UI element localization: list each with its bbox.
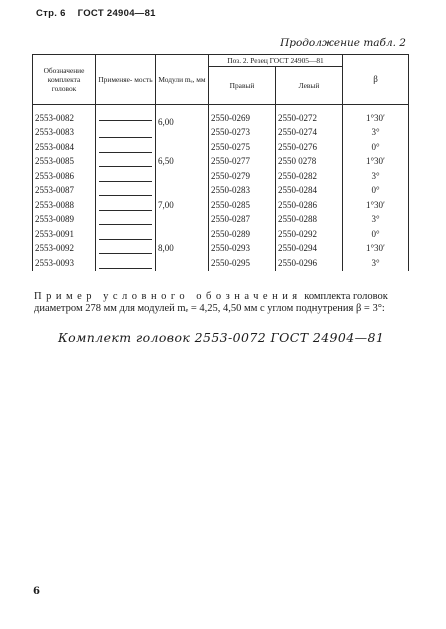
row-beta: 1°30′: [343, 242, 409, 257]
row-application: [96, 105, 156, 126]
row-application: [96, 198, 156, 213]
header-right: Правый: [209, 67, 276, 105]
page-header: [36, 8, 165, 19]
row-beta: 0°: [343, 140, 409, 155]
row-left: 2550-0286: [276, 198, 343, 213]
table-row: [33, 184, 409, 199]
row-code: 2553-0084: [33, 140, 96, 155]
row-application: [96, 227, 156, 242]
row-beta: 0°: [343, 184, 409, 199]
header-code: Обозначение комплекта головок: [33, 55, 96, 105]
designation-example: Комплект головок 2553-0072 ГОСТ 24904—81: [58, 330, 385, 345]
table-row: [33, 155, 409, 170]
row-right: 2550-0279: [209, 169, 276, 184]
row-right: 2550-0293: [209, 242, 276, 257]
page-mark: 6: [33, 586, 40, 597]
row-code: 2553-0092: [33, 242, 96, 257]
table-row: [33, 227, 409, 242]
row-right: 2550-0269: [209, 105, 276, 126]
row-right: 2550-0273: [209, 126, 276, 141]
row-application: [96, 140, 156, 155]
row-left: 2550 0278: [276, 155, 343, 170]
table-row: [33, 140, 409, 155]
row-module: 7,00: [156, 184, 209, 228]
table-continuation-label: Продолжение табл. 2: [280, 37, 406, 49]
table-row: [33, 198, 409, 213]
example-text: комплекта головок диаметром 278 мм для модулей mₑ = 4,25, 4,50 мм с углом поднутрения β = 3°:: [34, 291, 388, 314]
row-left: 2550-0284: [276, 184, 343, 199]
table-row: [33, 105, 409, 126]
row-code: 2553-0086: [33, 169, 96, 184]
row-left: 2550-0282: [276, 169, 343, 184]
header-application: Применяе- мость: [96, 55, 156, 105]
row-right: 2550-0295: [209, 256, 276, 271]
row-code: 2553-0088: [33, 198, 96, 213]
example-lead: Пример условного обозначения: [34, 291, 302, 302]
row-left: 2550-0294: [276, 242, 343, 257]
row-left: 2550-0276: [276, 140, 343, 155]
row-left: 2550-0288: [276, 213, 343, 228]
row-beta: 1°30′: [343, 105, 409, 126]
row-module: 6,00: [156, 105, 209, 141]
row-code: 2553-0091: [33, 227, 96, 242]
standard-number: ГОСТ 24904—81: [77, 8, 156, 19]
row-module: 6,50: [156, 140, 209, 184]
row-code: 2553-0089: [33, 213, 96, 228]
row-beta: 3°: [343, 213, 409, 228]
row-code: 2553-0093: [33, 256, 96, 271]
spec-table: [32, 54, 409, 271]
row-application: [96, 155, 156, 170]
table-row: [33, 242, 409, 257]
row-application: [96, 126, 156, 141]
row-beta: 3°: [343, 126, 409, 141]
row-beta: 3°: [343, 169, 409, 184]
row-right: 2550-0275: [209, 140, 276, 155]
row-application: [96, 184, 156, 199]
row-beta: 3°: [343, 256, 409, 271]
example-paragraph: [34, 291, 412, 315]
row-beta: 1°30′: [343, 155, 409, 170]
header-cutter-group: Поз. 2. Резец ГОСТ 24905—81: [209, 55, 343, 67]
row-code: 2553-0085: [33, 155, 96, 170]
row-code: 2553-0082: [33, 105, 96, 126]
page-number-label: Стр. 6: [36, 8, 66, 19]
row-code: 2553-0083: [33, 126, 96, 141]
row-beta: 1°30′: [343, 198, 409, 213]
header-left: Левый: [276, 67, 343, 105]
table-row: [33, 213, 409, 228]
row-right: 2550-0283: [209, 184, 276, 199]
table-row: [33, 126, 409, 141]
row-beta: 0°: [343, 227, 409, 242]
row-application: [96, 242, 156, 257]
row-right: 2550-0287: [209, 213, 276, 228]
row-application: [96, 256, 156, 271]
row-application: [96, 169, 156, 184]
row-code: 2553-0087: [33, 184, 96, 199]
row-right: 2550-0289: [209, 227, 276, 242]
header-beta: β: [343, 55, 409, 105]
row-left: 2550-0272: [276, 105, 343, 126]
row-left: 2550-0292: [276, 227, 343, 242]
row-left: 2550-0296: [276, 256, 343, 271]
row-right: 2550-0277: [209, 155, 276, 170]
row-left: 2550-0274: [276, 126, 343, 141]
row-module: 8,00: [156, 227, 209, 271]
table-row: [33, 256, 409, 271]
table-row: [33, 169, 409, 184]
row-right: 2550-0285: [209, 198, 276, 213]
row-application: [96, 213, 156, 228]
header-module: Модули mₑ, мм: [156, 55, 209, 105]
